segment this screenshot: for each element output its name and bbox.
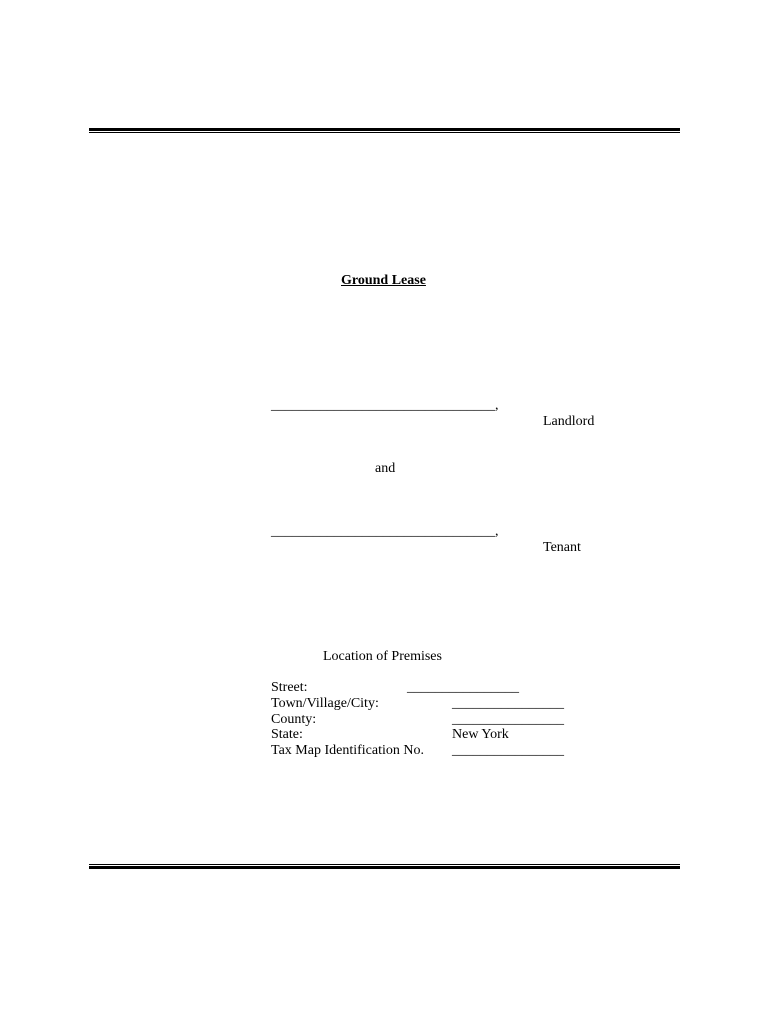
county-label: County:	[271, 712, 317, 727]
document-title: Ground Lease	[341, 273, 426, 288]
tenant-label: Tenant	[543, 540, 581, 555]
conjunction-and: and	[375, 461, 396, 476]
landlord-name-blank: ________________________________,	[271, 398, 499, 413]
town-label: Town/Village/City:	[271, 696, 379, 711]
county-value: ________________	[452, 712, 564, 727]
landlord-label: Landlord	[543, 414, 595, 429]
street-value: ________________	[407, 680, 519, 695]
tenant-name-blank: ________________________________,	[271, 524, 499, 539]
top-double-rule	[89, 128, 680, 133]
state-value: New York	[452, 727, 509, 742]
tax-map-value: ________________	[452, 743, 564, 758]
town-value: ________________	[452, 696, 564, 711]
state-label: State:	[271, 727, 303, 742]
street-label: Street:	[271, 680, 308, 695]
bottom-double-rule	[89, 864, 680, 869]
premises-heading: Location of Premises	[323, 649, 442, 664]
tax-map-label: Tax Map Identification No.	[271, 743, 424, 758]
